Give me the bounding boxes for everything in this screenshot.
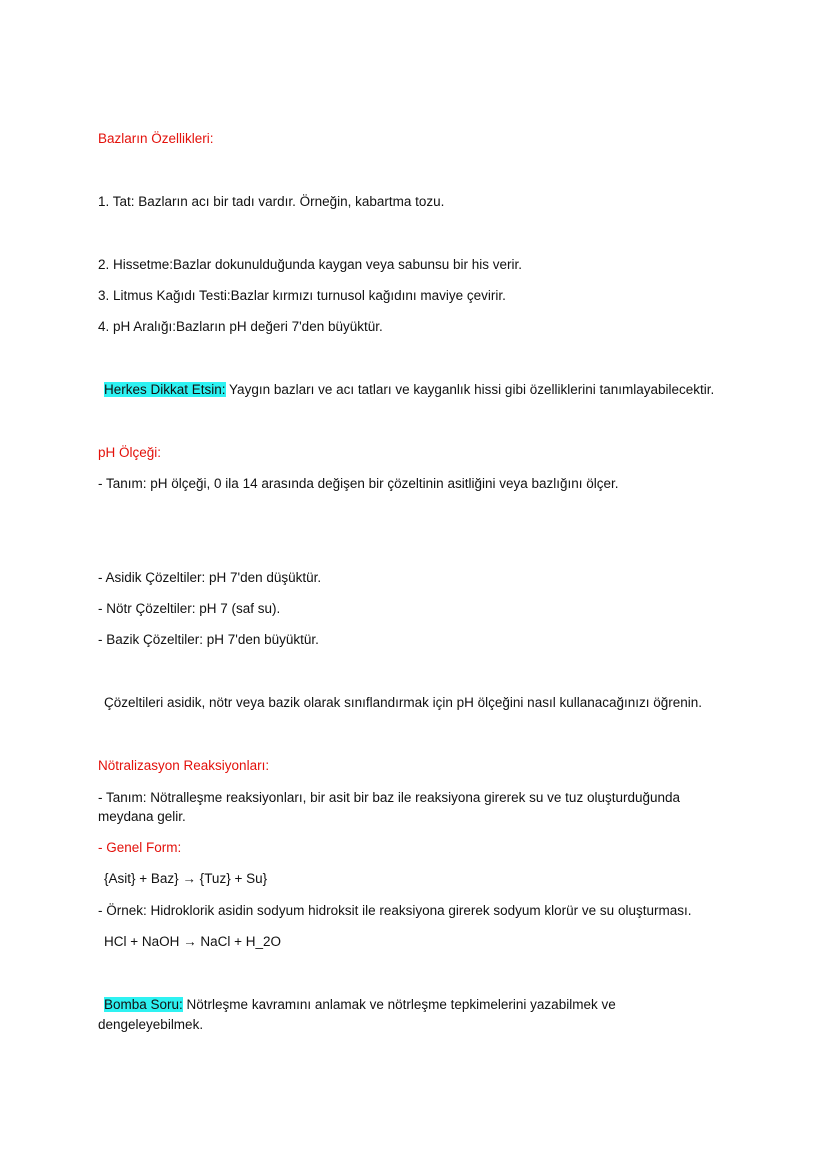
bomb-text-line2: dengeleyebilmek.	[98, 1017, 204, 1032]
bomb-label-highlight: Bomba Soru:	[104, 997, 183, 1012]
bases-item-litmus: 3. Litmus Kağıdı Testi:Bazlar kırmızı turnusol kağıdını maviye çevirir.	[98, 288, 506, 303]
bases-heading: Bazların Özellikleri:	[98, 131, 214, 146]
ph-item-acidic: - Asidik Çözeltiler: pH 7'den düşüktür.	[98, 570, 322, 585]
ph-heading: pH Ölçeği:	[98, 445, 162, 460]
ph-item-neutral: - Nötr Çözeltiler: pH 7 (saf su).	[98, 601, 281, 616]
note-label-highlight: Herkes Dikkat Etsin:	[104, 382, 226, 397]
neutralization-definition-line2: meydana gelir.	[98, 809, 186, 824]
ph-learn-note: Çözeltileri asidik, nötr veya bazik olarak sınıflandırmak için pH ölçeğini nasıl kullanacağınızı öğrenin.	[104, 695, 703, 710]
example-equation: HCl + NaOH → NaCl + H_2O	[104, 934, 282, 949]
general-form-equation: {Asit} + Baz} → {Tuz} + Su}	[104, 871, 268, 886]
ph-item-basic: - Bazik Çözeltiler: pH 7'den büyüktür.	[98, 632, 319, 647]
note-everyone-attention	[104, 380, 714, 399]
general-form-label: - Genel Form:	[98, 840, 182, 855]
bases-item-taste: 1. Tat: Bazların acı bir tadı vardır. Örneğin, kabartma tozu.	[98, 194, 445, 209]
bases-item-ph: 4. pH Aralığı:Bazların pH değeri 7'den büyüktür.	[98, 319, 383, 334]
bases-item-feel: 2. Hissetme:Bazlar dokunulduğunda kaygan veya sabunsu bir his verir.	[98, 257, 522, 272]
bomb-text-line1: Nötrleşme kavramını anlamak ve nötrleşme tepkimelerini yazabilmek ve	[182, 997, 616, 1012]
neutralization-definition-line1: - Tanım: Nötralleşme reaksiyonları, bir asit bir baz ile reaksiyona girerek su ve tuz oluşturduğunda	[98, 790, 681, 805]
note-bomb-question	[104, 995, 616, 1014]
neutralization-heading: Nötralizasyon Reaksiyonları:	[98, 758, 270, 773]
ph-definition: - Tanım: pH ölçeği, 0 ila 14 arasında değişen bir çözeltinin asitliğini veya bazlığını ölçer.	[98, 476, 619, 491]
note-text: Yaygın bazları ve acı tatları ve kayganlık hissi gibi özelliklerini tanımlayabilecektir.	[225, 382, 715, 397]
example-text: - Örnek: Hidroklorik asidin sodyum hidroksit ile reaksiyona girerek sodyum klorür ve su oluşturması.	[98, 903, 692, 918]
